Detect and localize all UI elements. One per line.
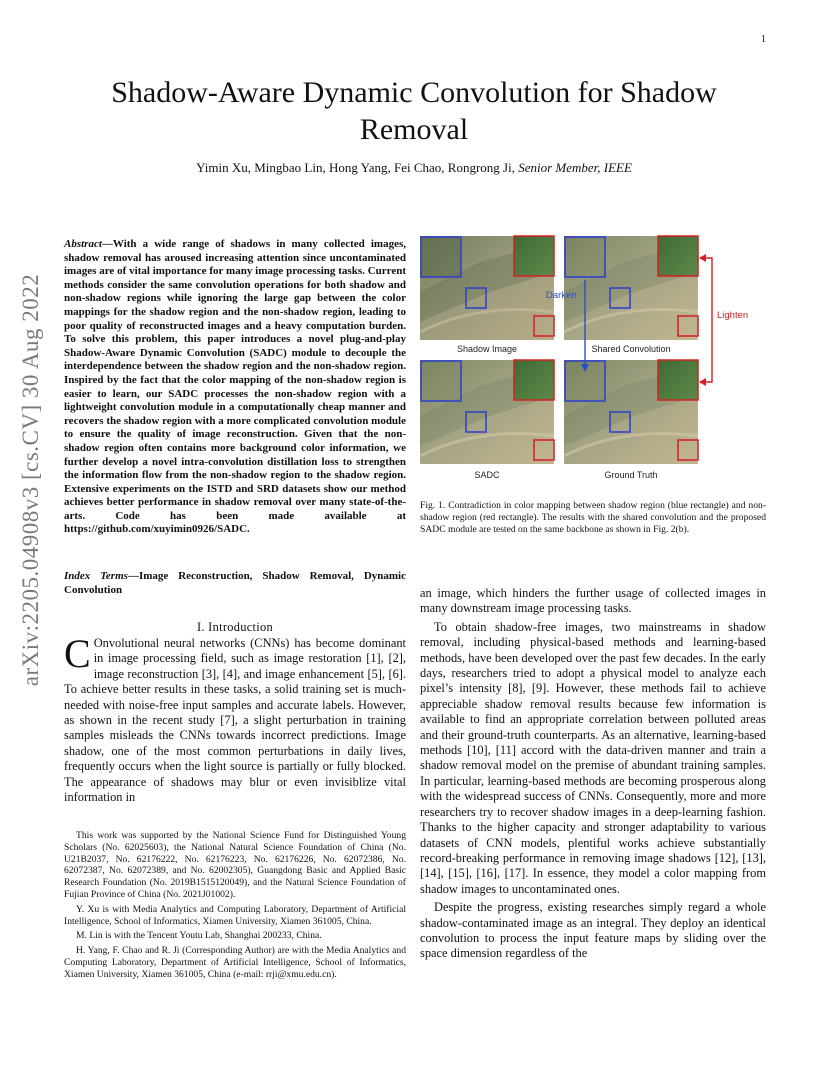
footnote-affiliation-xu: Y. Xu is with Media Analytics and Computing Laboratory, Department of Artificial Intelligence, School of Informatics, Xiamen University, Xiamen 361005, China. xyxy=(64,903,406,927)
footnote-affiliation-lin: M. Lin is with the Tencent Youtu Lab, Shanghai 200233, China. xyxy=(76,930,322,942)
abstract xyxy=(64,238,406,537)
index-terms xyxy=(64,570,406,597)
footnote-funding: This work was supported by the National Science Fund for Distinguished Young Scholars (No. 62025603), the National Natural Science Foundation of China (No. U21B2037, No. 62176222, No. 62176223, No. 62176226, No. 62072386, No. 62072387, No. 62072389, and No. 62002305), Guangdong Basic and Applied Basic Research Foundation (No. 2019B1515120049), and the Natural Science Foundation of Fujian Province of China (No. 2021J01002). xyxy=(64,830,406,900)
panel-shared-convolution xyxy=(564,236,698,340)
paper-title: Shadow-Aware Dynamic Convolution for Shadow Removal xyxy=(111,76,717,146)
label-shadow-image: Shadow Image xyxy=(456,344,518,354)
introduction-text: Onvolutional neural networks (CNNs) has become dominant in image processing field, such as image restoration [1], [2], image reconstruction [3], [4], and image enhancement [5], [6]. To achieve better results in these tasks, a solid training set is much-needed with noise-free input samples and accurate labels. However, as shown in the recent study [7], a slight perturbation in training samples misleads the CNNs towards incorrect predictions. Image shadow, one of the most common perturbations in daily lives, frequently occurs when the light source is partially or fully blocked. The appearance of shadows may blur or even invisiblize vital information in xyxy=(64,636,406,805)
abstract-text: —With a wide range of shadows in many collected images, shadow removal has aroused increasing attention since uncontaminated images are of vital importance for many image processing tasks. Current methods consider the same convolution operations for both shadow and non-shadow regions while ignoring the large gap between the color mappings for the shadow region and the non-shadow region, leading to poor quality of reconstructed images and a heavy computation burden. To solve this problem, this paper introduces a novel plug-and-play Shadow-Aware Dynamic Convolution (SADC) module to decouple the interdependence between the shadow region and the non-shadow region. Inspired by the fact that the color mapping of the non-shadow region is easier to learn, our SADC processes the non-shadow region with a lightweight convolution module in a computationally cheap manner and recovers the shadow region with a more complicated convolution module to ensure the quality of image reconstruction. Given that the non-shadow region often contains more background color information, we further develop a novel intra-convolution distillation loss to strengthen the information flow from the non-shadow region to the shadow region. Extensive experiments on the ISTD and SRD datasets show our method achieves better performance in shadow removal over many state-of-the-arts. Code has been made available at https://github.com/xuyimin0926/SADC. xyxy=(64,238,406,536)
arxiv-watermark xyxy=(13,273,49,687)
author-names: Yimin Xu, Mingbao Lin, Hong Yang, Fei Chao, Rongrong Ji, xyxy=(196,160,515,175)
author-membership: Senior Member, IEEE xyxy=(518,160,632,175)
panel-shadow-image xyxy=(420,236,554,340)
lighten-bracket xyxy=(700,258,712,382)
footnote-affiliation-corresponding: H. Yang, F. Chao and R. Ji (Corresponding Author) are with the Media Analytics and Computing Laboratory, Department of Artificial Intelligence, School of Informatics, Xiamen University, Xiamen 361005, China (e-mail: rrji@xmu.edu.cn). xyxy=(64,945,406,980)
right-column-text xyxy=(420,586,766,962)
introduction-paragraph xyxy=(64,631,406,805)
figure-1-graphic xyxy=(420,232,766,484)
figure-1-caption: Fig. 1. Contradiction in color mapping between shadow region (blue rectangle) and non-shadow region (red rectangle). The results with the shared convolution and the proposed SADC module are tested on the same backbone as shown in Fig. 2(b). xyxy=(420,500,766,535)
index-terms-text: —Image Reconstruction, Shadow Removal, Dynamic Convolution xyxy=(64,570,406,596)
index-terms-label: Index Terms xyxy=(64,570,128,582)
darken-label: Darken xyxy=(546,290,577,301)
author-list xyxy=(60,160,768,176)
panel-sadc xyxy=(420,360,554,464)
page-number: 1 xyxy=(761,34,766,45)
abstract-label: Abstract xyxy=(64,238,102,250)
panel-ground-truth xyxy=(564,360,698,464)
right-col-paragraph-1: an image, which hinders the further usage of collected images in many downstream image processing tasks. xyxy=(420,586,766,616)
right-col-paragraph-2: To obtain shadow-free images, two mainstreams in shadow removal, including physical-based methods and learning-based methods, have been developed over the past few decades. In the early days, researchers tried to adopt a physical model to analyze each pixel’s intensity [8], [9]. However, these methods fail to achieve appreciable shadow removal results because few information is available to find an appropriate correlation between polluted areas and their ground-truth counterparts. As an alternative, learning-based methods [10], [11] accord with the data-driven manner and train a shadow removal model on the premise of abundant training samples. In particular, learning-based methods are becoming prosperous along with the widespread success of CNNs. Consequently, more and more researchers try to recover shadow images in a deep-learning fashion. Thanks to the higher capacity and stronger adaptability to various datasets of CNN models, plentiful works achieve substantially record-breaking performance in removing image shadows [12], [13], [14], [15], [16], [17]. In essence, they model a color mapping from shadow images to uncontaminated ones. xyxy=(420,619,766,896)
lighten-label: Lighten xyxy=(717,310,749,321)
label-shared-convolution: Shared Convolution xyxy=(591,344,671,354)
arxiv-id: arXiv:2205.04908v3 [cs.CV] 30 Aug 2022 xyxy=(18,273,43,687)
footnotes xyxy=(64,830,406,984)
right-col-paragraph-3: Despite the progress, existing researches simply regard a whole shadow-contaminated image as an integral. They deploy an identical convolution to process the input feature maps by sliding over the space dimension regardless of the xyxy=(420,900,766,961)
figure-1 xyxy=(420,232,766,484)
label-sadc: SADC xyxy=(474,470,500,480)
label-ground-truth: Ground Truth xyxy=(604,470,658,480)
section-heading-introduction: I. Introduction xyxy=(196,620,274,634)
drop-cap: C xyxy=(64,631,91,676)
